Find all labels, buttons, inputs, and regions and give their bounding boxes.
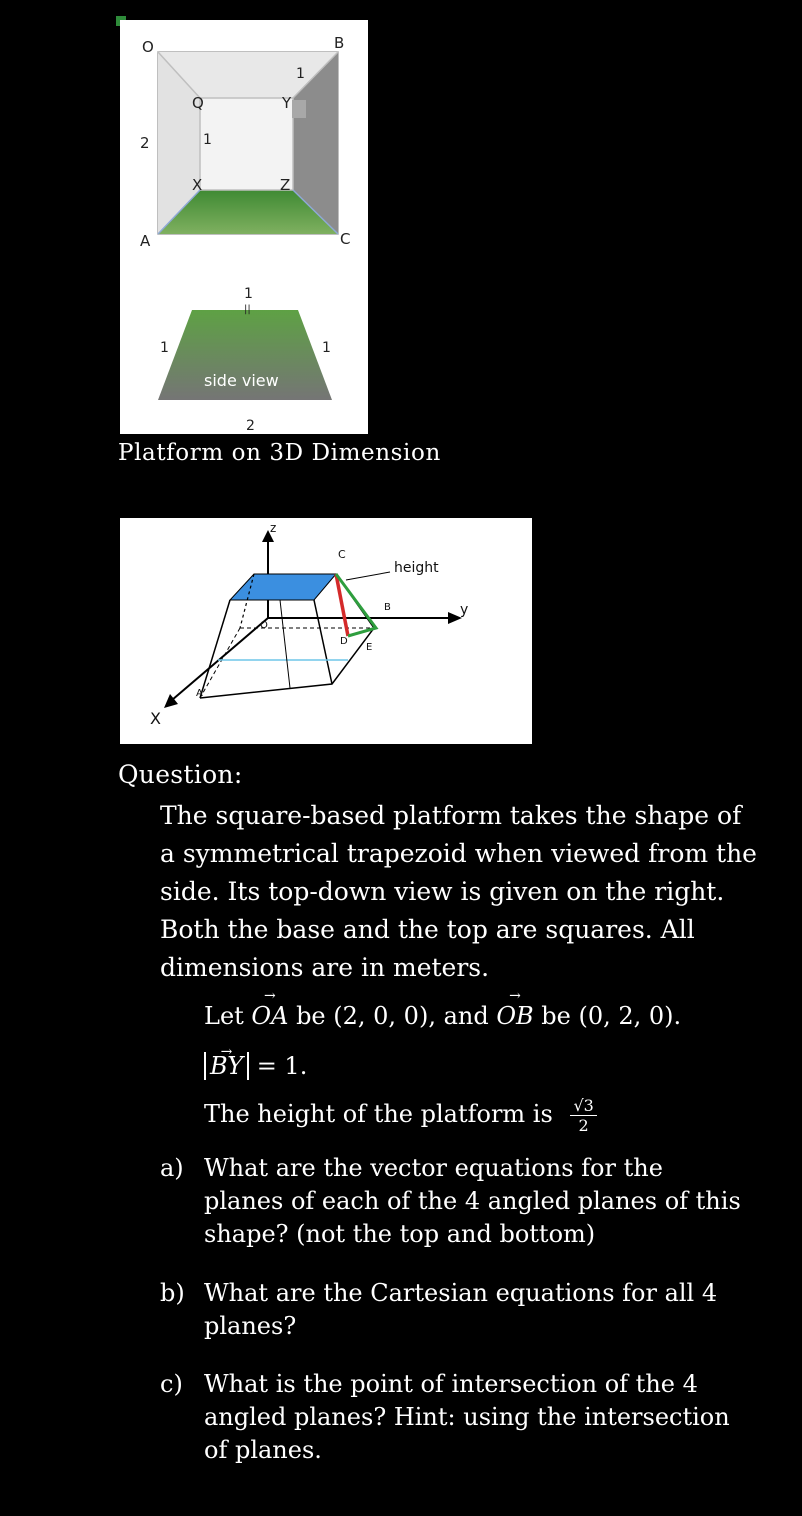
- edge-front-left: [200, 600, 230, 698]
- label-one-inner: 1: [203, 132, 212, 148]
- label-y-axis: y: [460, 602, 469, 618]
- base-left: [200, 628, 240, 698]
- part-c-marker: c): [160, 1370, 183, 1398]
- figure-caption: Platform on 3D Dimension: [118, 440, 441, 466]
- sketch-svg: [120, 518, 532, 744]
- given-by-magnitude: [204, 1052, 307, 1080]
- label-b: B: [384, 602, 391, 613]
- side-top-tick: ||: [244, 304, 251, 315]
- given-height: [204, 1096, 597, 1135]
- label-q: Q: [192, 94, 204, 112]
- by-value: = 1.: [249, 1052, 308, 1080]
- label-x: X: [192, 176, 203, 194]
- part-b-text: What are the Cartesian equations for all 4 planes?: [204, 1279, 718, 1340]
- label-two-left: 2: [140, 134, 150, 152]
- side-top-length: 1: [244, 286, 253, 302]
- part-c: [160, 1368, 760, 1468]
- part-b-marker: b): [160, 1279, 185, 1307]
- side-bottom-length: 2: [246, 418, 255, 434]
- label-o: O: [142, 38, 154, 56]
- platform-diagram: [120, 20, 368, 434]
- part-a: [160, 1152, 760, 1252]
- given-vectors: [204, 1002, 681, 1030]
- edge-front-right: [314, 600, 332, 684]
- small-marker: [292, 100, 306, 118]
- label-a: A: [140, 232, 151, 250]
- vector-by: → BY: [210, 1052, 243, 1080]
- question-intro: The square-based platform takes the shape of a symmetrical trapezoid when viewed from the side. Its top-down view is given on the right. Both the base and the top are squares. All dimensions are in meters.: [160, 801, 757, 982]
- label-a: A: [196, 688, 203, 699]
- label-c: C: [340, 230, 351, 248]
- height-pointer: [346, 572, 390, 580]
- side-right-length: 1: [322, 340, 331, 356]
- question-heading: Question:: [118, 760, 243, 789]
- ob-value: be (0, 2, 0).: [533, 1002, 682, 1030]
- label-z-axis: z: [270, 521, 277, 535]
- top-face: [230, 574, 336, 600]
- label-d: D: [340, 636, 348, 647]
- label-height: height: [394, 560, 439, 576]
- platform-top-view-figure: [120, 20, 368, 434]
- height-numerator: √3: [570, 1096, 596, 1116]
- label-z: Z: [280, 176, 291, 194]
- label-c: C: [338, 548, 346, 561]
- side-view-label: side view: [204, 371, 279, 390]
- side-left-length: 1: [160, 340, 169, 356]
- height-text: The height of the platform is: [204, 1100, 553, 1128]
- part-a-marker: a): [160, 1154, 184, 1182]
- label-o: O: [260, 620, 268, 631]
- let-prefix: Let: [204, 1002, 252, 1030]
- center-line: [280, 600, 290, 688]
- label-b: B: [334, 34, 345, 52]
- oa-value: be (2, 0, 0), and: [288, 1002, 497, 1030]
- label-y: Y: [282, 94, 292, 112]
- label-one-top: 1: [296, 66, 305, 82]
- vector-oa: → OA: [251, 1002, 288, 1030]
- label-x-axis: X: [150, 709, 161, 728]
- height-denominator: 2: [578, 1116, 589, 1135]
- vector-ob: → OB: [496, 1002, 533, 1030]
- part-b: [160, 1277, 760, 1347]
- platform-3d-sketch: [120, 518, 532, 744]
- part-a-text: What are the vector equations for the planes of each of the 4 angled planes of this shape? (not the top and bottom): [204, 1154, 741, 1248]
- height-fraction: [570, 1096, 596, 1135]
- label-e: E: [366, 642, 373, 653]
- part-c-text: What is the point of intersection of the 4 angled planes? Hint: using the intersection of planes.: [204, 1370, 730, 1464]
